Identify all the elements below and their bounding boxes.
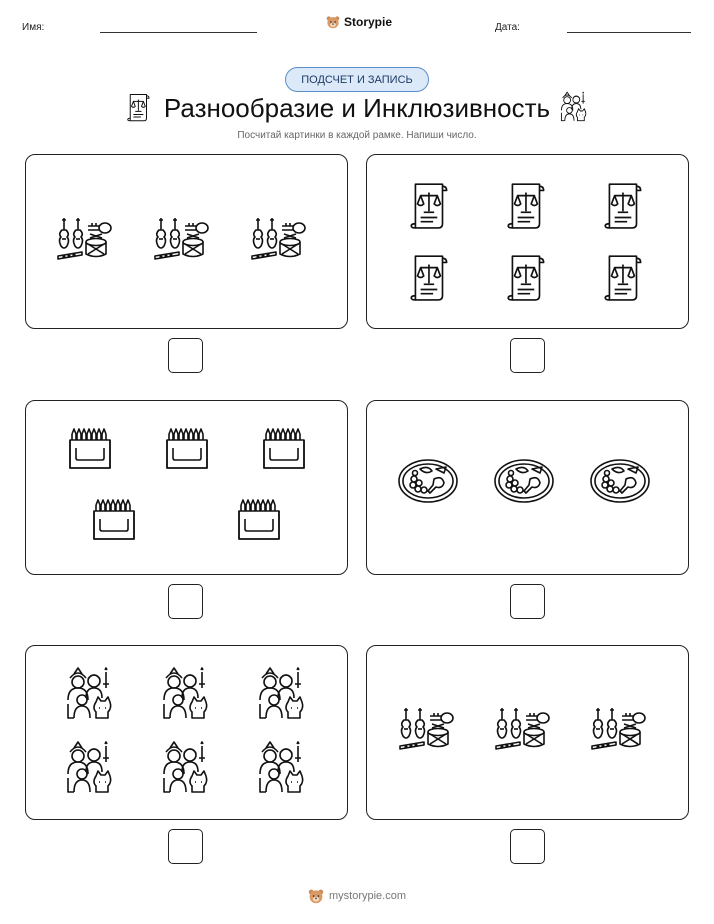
justice-document-icon: [409, 252, 451, 302]
group-people-icon: [158, 666, 214, 722]
bear-logo-icon: [326, 15, 340, 29]
crayon-box-icon: [66, 426, 114, 474]
group-people-icon: [62, 666, 118, 722]
music-instruments-icon: [54, 208, 118, 272]
answer-box-5[interactable]: [168, 829, 203, 864]
justice-document-icon: [506, 180, 548, 230]
group-people-icon: [158, 740, 214, 796]
page-title: Разнообразие и Инклюзивность: [163, 93, 551, 123]
food-plate-icon: [396, 457, 460, 505]
brand-name: Storypie: [344, 15, 393, 29]
food-plate-icon: [588, 457, 652, 505]
group-people-icon: [62, 740, 118, 796]
music-instruments-icon: [396, 698, 460, 762]
bear-logo-icon: [308, 888, 324, 904]
justice-document-icon: [603, 180, 645, 230]
date-label: Дата:: [495, 22, 520, 33]
music-instruments-icon: [151, 208, 215, 272]
justice-document-icon: [603, 252, 645, 302]
date-line[interactable]: [567, 32, 691, 33]
justice-document-icon: [409, 180, 451, 230]
name-line[interactable]: [100, 32, 257, 33]
music-instruments-icon: [492, 698, 556, 762]
name-label: Имя:: [22, 22, 45, 33]
activity-badge: ПОДСЧЕТ И ЗАПИСЬ: [285, 67, 429, 92]
crayon-box-icon: [90, 497, 138, 545]
crayon-box-icon: [260, 426, 308, 474]
justice-document-icon: [506, 252, 548, 302]
group-people-icon: [254, 666, 310, 722]
answer-box-1[interactable]: [168, 338, 203, 373]
answer-box-2[interactable]: [510, 338, 545, 373]
crayon-box-icon: [163, 426, 211, 474]
music-instruments-icon: [248, 208, 312, 272]
answer-box-4[interactable]: [510, 584, 545, 619]
instructions: Посчитай картинки в каждой рамке. Напиши число.: [237, 130, 477, 141]
answer-box-3[interactable]: [168, 584, 203, 619]
group-people-icon: [254, 740, 310, 796]
music-instruments-icon: [588, 698, 652, 762]
answer-box-6[interactable]: [510, 829, 545, 864]
group-people-icon: [558, 91, 590, 123]
brand-logo: [326, 15, 392, 29]
footer: [0, 888, 714, 904]
footer-site[interactable]: mystorypie.com: [328, 890, 407, 902]
crayon-box-icon: [235, 497, 283, 545]
food-plate-icon: [492, 457, 556, 505]
